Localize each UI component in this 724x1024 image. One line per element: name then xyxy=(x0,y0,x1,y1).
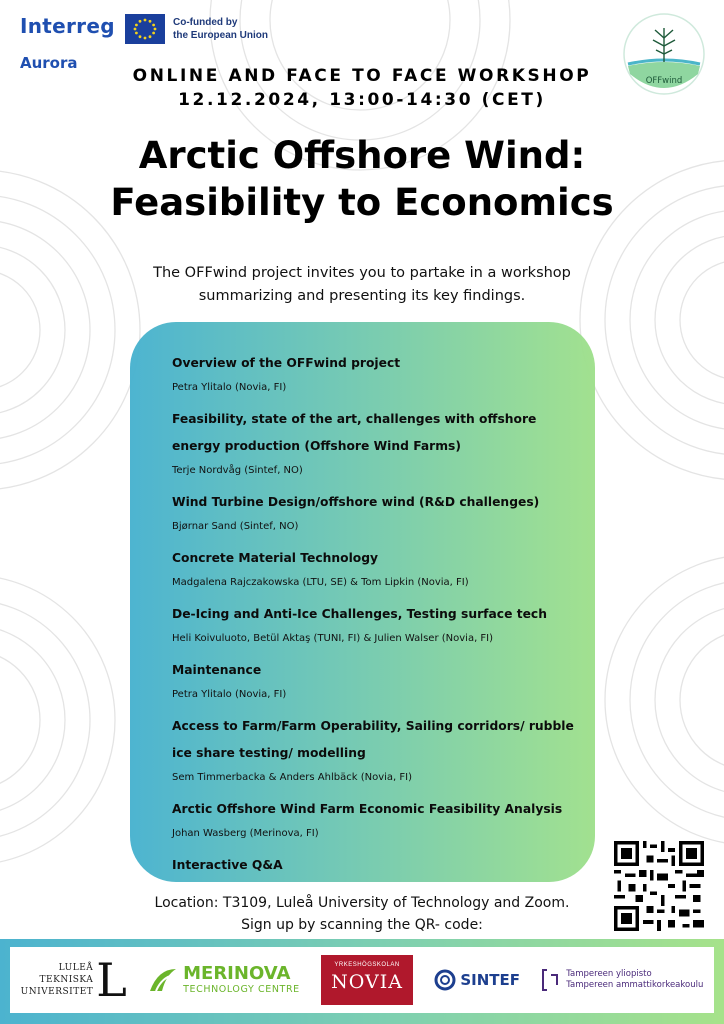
ltu-mark: L xyxy=(96,953,127,1007)
agenda-topic: Interactive Q&A xyxy=(172,858,283,872)
location-text: Location: T3109, Luleå University of Technology and Zoom. xyxy=(154,895,570,911)
agenda-item xyxy=(172,545,582,590)
merinova-sub: TECHNOLOGY CENTRE xyxy=(183,984,300,995)
eu-flag-icon xyxy=(125,14,165,44)
tuni-line2: Tampereen ammattikorkeakoulu xyxy=(566,980,704,990)
agenda-topic: Maintenance xyxy=(172,663,262,677)
agenda-item xyxy=(172,796,582,841)
agenda-speakers: Sem Timmerbacka & Anders Ahlbäck (Novia, FI) xyxy=(172,772,412,783)
qr-code-icon[interactable] xyxy=(614,841,704,931)
intro-line2: summarizing and presenting its key findings. xyxy=(198,288,526,304)
agenda-topic: Overview of the OFFwind project xyxy=(172,356,401,370)
eu-cofunded-logo xyxy=(125,14,268,44)
agenda-speakers: Madgalena Rajczakowska (LTU, SE) & Tom Lipkin (Novia, FI) xyxy=(172,577,469,588)
interreg-logo xyxy=(20,14,115,72)
agenda-item xyxy=(172,657,582,702)
agenda-list xyxy=(172,350,582,890)
event-heading xyxy=(0,64,724,112)
merinova-logo xyxy=(148,964,300,996)
merinova-name: MERINOVA xyxy=(183,963,291,984)
agenda-item xyxy=(172,713,582,785)
agenda-item xyxy=(172,852,582,879)
intro-line1: The OFFwind project invites you to partake in a workshop xyxy=(153,265,571,281)
agenda-topic: De-Icing and Anti-Ice Challenges, Testing surface tech xyxy=(172,607,547,621)
agenda-speakers: Bjørnar Sand (Sintef, NO) xyxy=(172,521,299,532)
tuni-bracket-icon xyxy=(541,967,561,993)
partner-logos xyxy=(10,947,714,1013)
agenda-speakers: Terje Nordvåg (Sintef, NO) xyxy=(172,465,303,476)
agenda-item xyxy=(172,350,582,395)
agenda-topic: Access to Farm/Farm Operability, Sailing corridors/ rubble ice share testing/ modelling xyxy=(172,719,574,760)
agenda-topic: Concrete Material Technology xyxy=(172,551,379,565)
eu-funding-line1: Co-funded by xyxy=(173,17,238,28)
agenda-item xyxy=(172,406,582,478)
agenda-speakers: Heli Koivuluoto, Betül Aktaş (TUNI, FI) & Julien Walser (Novia, FI) xyxy=(172,633,494,644)
sintef-logo xyxy=(434,969,520,991)
intro-text xyxy=(0,262,724,308)
eu-funding-line2: the European Union xyxy=(173,30,268,41)
tuni-logo xyxy=(541,967,703,993)
agenda-item xyxy=(172,601,582,646)
aurora-wordmark: Aurora xyxy=(20,54,78,72)
sintef-ring-icon xyxy=(434,969,456,991)
agenda-speakers: Johan Wasberg (Merinova, FI) xyxy=(172,828,319,839)
interreg-wordmark: Interreg xyxy=(20,14,115,38)
agenda-topic: Feasibility, state of the art, challenges with offshore energy production (Offshore Wind Farms) xyxy=(172,412,537,453)
ltu-line2: TEKNISKA xyxy=(39,975,94,985)
merinova-wave-icon xyxy=(148,965,178,995)
sintef-name: SINTEF xyxy=(460,971,520,989)
novia-small: YRKESHÖGSKOLAN xyxy=(334,962,400,968)
novia-name: NOVIA xyxy=(331,971,403,993)
title-line1: Arctic Offshore Wind: xyxy=(138,134,586,177)
ltu-logo xyxy=(20,953,127,1007)
agenda-topic: Arctic Offshore Wind Farm Economic Feasibility Analysis xyxy=(172,802,563,816)
agenda-speakers: Petra Ylitalo (Novia, FI) xyxy=(172,382,287,393)
agenda-item xyxy=(172,489,582,534)
event-datetime: 12.12.2024, 13:00-14:30 (CET) xyxy=(178,90,546,110)
agenda-topic: Wind Turbine Design/offshore wind (R&D challenges) xyxy=(172,495,540,509)
agenda-speakers: Petra Ylitalo (Novia, FI) xyxy=(172,689,287,700)
ltu-line1: LULEÅ xyxy=(58,963,94,973)
event-type: ONLINE AND FACE TO FACE WORKSHOP xyxy=(132,66,592,86)
signup-text: Sign up by scanning the QR- code: xyxy=(241,917,483,933)
ltu-line3: UNIVERSITET xyxy=(20,987,94,997)
novia-logo xyxy=(321,955,413,1005)
title-line2: Feasibility to Economics xyxy=(110,181,614,224)
offwind-logo-text: OFFwind xyxy=(645,76,683,86)
tuni-line1: Tampereen yliopisto xyxy=(566,969,652,979)
page-title xyxy=(0,132,724,226)
partner-band xyxy=(0,939,724,1024)
